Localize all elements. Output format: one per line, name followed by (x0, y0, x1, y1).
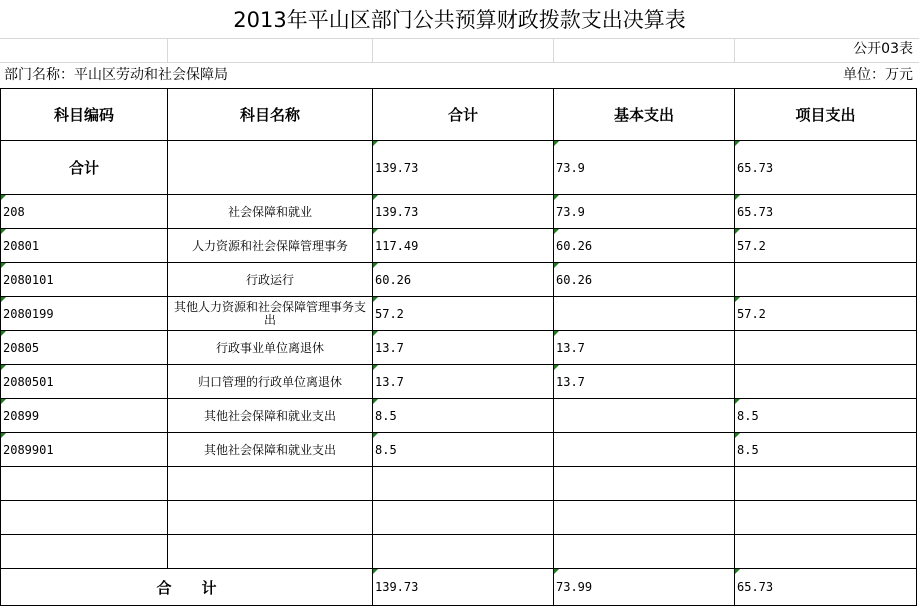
total-cell: 8.5 (373, 399, 554, 433)
empty-cell (1, 501, 168, 535)
note-marker-icon (373, 331, 378, 336)
table-row (1, 399, 917, 433)
empty-row (1, 467, 917, 501)
summary-row (1, 141, 917, 195)
empty-cell (554, 467, 735, 501)
code-cell: 2080199 (1, 297, 168, 331)
empty-cell (373, 467, 554, 501)
summary-project: 65.73 (735, 141, 917, 195)
empty-cell (554, 535, 735, 569)
total-cell: 139.73 (373, 195, 554, 229)
empty-row (1, 535, 917, 569)
basic-cell: 60.26 (554, 263, 735, 297)
empty-cell (373, 501, 554, 535)
table-row (1, 365, 917, 399)
note-marker-icon (373, 433, 378, 438)
note-marker-icon (1, 263, 6, 268)
basic-cell (554, 399, 735, 433)
name-cell: 人力资源和社会保障管理事务 (168, 229, 373, 263)
empty-cell (168, 501, 373, 535)
project-cell (735, 331, 917, 365)
grid-line (553, 38, 554, 62)
note-marker-icon (735, 297, 740, 302)
project-cell: 65.73 (735, 195, 917, 229)
empty-row (1, 501, 917, 535)
note-marker-icon (554, 195, 559, 200)
table-row (1, 263, 917, 297)
empty-cell (735, 467, 917, 501)
note-marker-icon (1, 195, 6, 200)
note-marker-icon (373, 263, 378, 268)
name-cell: 其他社会保障和就业支出 (168, 433, 373, 467)
name-cell: 行政运行 (168, 263, 373, 297)
project-cell (735, 365, 917, 399)
project-cell: 57.2 (735, 229, 917, 263)
grid-line (167, 38, 168, 62)
note-marker-icon (373, 297, 378, 302)
note-marker-icon (1, 433, 6, 438)
note-marker-icon (373, 569, 378, 574)
header-cell: 合计 (373, 89, 554, 141)
header-cell: 科目名称 (168, 89, 373, 141)
summary-name (168, 141, 373, 195)
code-cell: 20899 (1, 399, 168, 433)
total-cell: 8.5 (373, 433, 554, 467)
footer-basic: 73.99 (554, 569, 735, 606)
grid-line (734, 38, 735, 62)
empty-cell (1, 467, 168, 501)
project-cell: 8.5 (735, 399, 917, 433)
empty-cell (168, 535, 373, 569)
basic-cell: 13.7 (554, 365, 735, 399)
grid-line (0, 38, 919, 39)
header-row (1, 89, 917, 141)
project-cell (735, 263, 917, 297)
table-row (1, 331, 917, 365)
note-marker-icon (373, 365, 378, 370)
budget-table (0, 88, 917, 606)
note-marker-icon (735, 229, 740, 234)
empty-cell (1, 535, 168, 569)
footer-total: 139.73 (373, 569, 554, 606)
name-cell: 其他社会保障和就业支出 (168, 399, 373, 433)
note-marker-icon (554, 229, 559, 234)
basic-cell: 60.26 (554, 229, 735, 263)
grid-line (372, 38, 373, 62)
summary-label: 合计 (1, 141, 168, 195)
code-cell: 2080501 (1, 365, 168, 399)
basic-cell (554, 433, 735, 467)
name-cell: 社会保障和就业 (168, 195, 373, 229)
footer-project: 65.73 (735, 569, 917, 606)
code-cell: 20801 (1, 229, 168, 263)
table-row (1, 433, 917, 467)
note-marker-icon (554, 365, 559, 370)
table-row (1, 297, 917, 331)
code-cell: 20805 (1, 331, 168, 365)
form-number: 公开03表 (853, 41, 913, 57)
note-marker-icon (554, 141, 559, 146)
code-cell: 2080101 (1, 263, 168, 297)
summary-total: 139.73 (373, 141, 554, 195)
project-cell: 57.2 (735, 297, 917, 331)
footer-total-row (1, 569, 917, 606)
header-cell: 基本支出 (554, 89, 735, 141)
note-marker-icon (373, 141, 378, 146)
note-marker-icon (373, 195, 378, 200)
note-marker-icon (735, 569, 740, 574)
table-row (1, 195, 917, 229)
table-row (1, 229, 917, 263)
note-marker-icon (735, 195, 740, 200)
summary-basic: 73.9 (554, 141, 735, 195)
note-marker-icon (735, 433, 740, 438)
total-cell: 60.26 (373, 263, 554, 297)
empty-cell (735, 535, 917, 569)
name-cell: 其他人力资源和社会保障管理事务支出 (168, 297, 373, 331)
basic-cell: 13.7 (554, 331, 735, 365)
footer-label: 合 计 (1, 569, 373, 606)
total-cell: 57.2 (373, 297, 554, 331)
code-cell: 208 (1, 195, 168, 229)
header-cell: 项目支出 (735, 89, 917, 141)
note-marker-icon (1, 297, 6, 302)
basic-cell: 73.9 (554, 195, 735, 229)
note-marker-icon (735, 141, 740, 146)
note-marker-icon (1, 331, 6, 336)
code-cell: 2089901 (1, 433, 168, 467)
note-marker-icon (1, 365, 6, 370)
project-cell: 8.5 (735, 433, 917, 467)
header-cell: 科目编码 (1, 89, 168, 141)
empty-cell (554, 501, 735, 535)
basic-cell (554, 297, 735, 331)
note-marker-icon (1, 229, 6, 234)
empty-cell (373, 535, 554, 569)
name-cell: 行政事业单位离退休 (168, 331, 373, 365)
total-cell: 13.7 (373, 365, 554, 399)
note-marker-icon (1, 399, 6, 404)
note-marker-icon (554, 569, 559, 574)
total-cell: 13.7 (373, 331, 554, 365)
note-marker-icon (554, 263, 559, 268)
unit-label: 单位：万元 (843, 67, 913, 83)
note-marker-icon (554, 331, 559, 336)
name-cell: 归口管理的行政单位离退休 (168, 365, 373, 399)
department-name: 部门名称：平山区劳动和社会保障局 (4, 67, 228, 83)
empty-cell (735, 501, 917, 535)
note-marker-icon (735, 399, 740, 404)
page-title: 2013年平山区部门公共预算财政拨款支出决算表 (233, 8, 686, 32)
note-marker-icon (373, 399, 378, 404)
empty-cell (168, 467, 373, 501)
note-marker-icon (373, 229, 378, 234)
grid-line (0, 62, 919, 63)
total-cell: 117.49 (373, 229, 554, 263)
